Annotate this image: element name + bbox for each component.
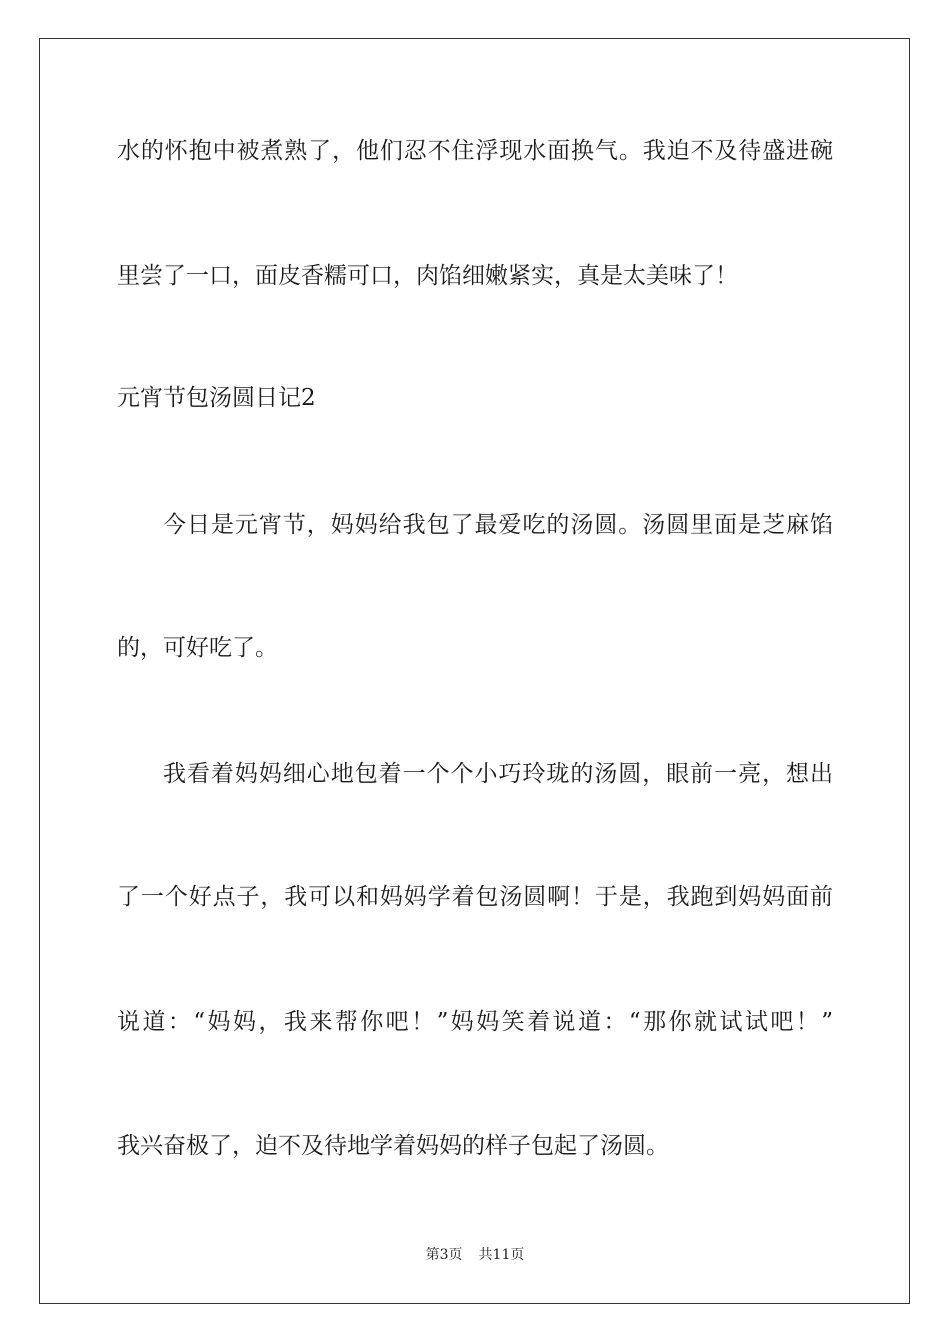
paragraph-line: 我兴奋极了，迫不及待地学着妈妈的样子包起了汤圆。 [117,1133,669,1159]
page-number: 第3页 [425,1247,463,1263]
page-total: 共11页 [478,1247,525,1263]
paragraph-line: 我看着妈妈细心地包着一个个小巧玲珑的汤圆，眼前一亮，想出 [163,761,833,787]
paragraph-line: 说道：“妈妈，我来帮你吧！”妈妈笑着说道：“那你就试试吧！” [117,1009,833,1035]
page-frame [39,38,910,1304]
paragraph-line: 的，可好吃了。 [117,635,278,661]
paragraph-line: 水的怀抱中被煮熟了，他们忍不住浮现水面换气。我迫不及待盛进碗 [117,138,833,164]
page-footer [0,1245,950,1265]
paragraph-line: 今日是元宵节，妈妈给我包了最爱吃的汤圆。汤圆里面是芝麻馅 [163,512,833,538]
paragraph-line: 里尝了一口，面皮香糯可口，肉馅细嫩紧实，真是太美味了！ [117,263,738,289]
paragraph-line: 了一个好点子，我可以和妈妈学着包汤圆啊！于是，我跑到妈妈面前 [117,884,833,910]
section-heading: 元宵节包汤圆日记2 [117,385,316,411]
